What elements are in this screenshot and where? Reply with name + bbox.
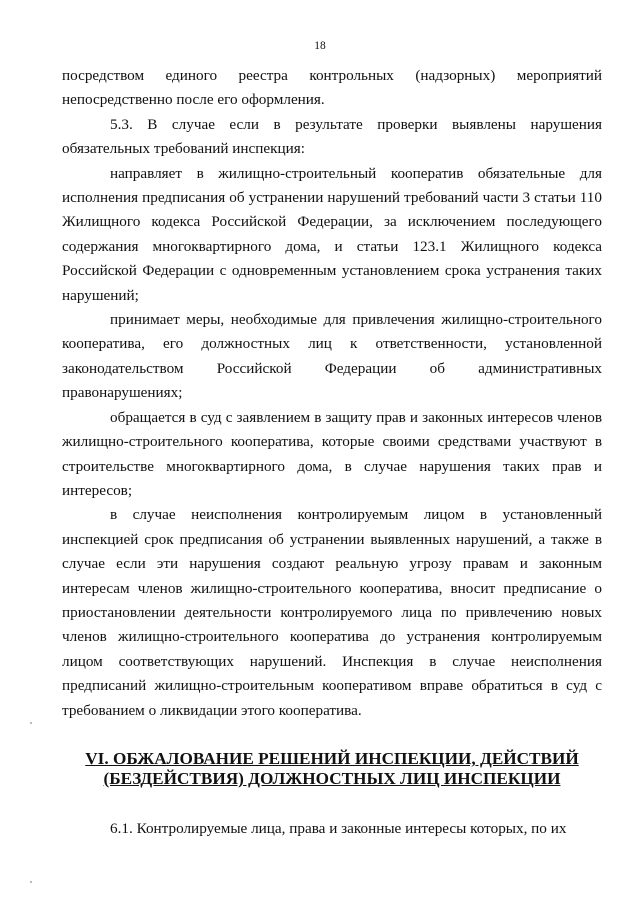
paragraph-continuation: посредством единого реестра контрольных (надзорных) мероприятий непосредственно после его оформления. [62, 67, 602, 109]
paragraph-takes-measures: принимает меры, необходимые для привлечения жилищно-строительного кооператива, его должностных лиц к ответственности, установленной законодательством Российской Федерации об административных правонарушениях; [62, 311, 602, 402]
section-heading-line-1: VI. ОБЖАЛОВАНИЕ РЕШЕНИЙ ИНСПЕКЦИИ, ДЕЙСТВИЙ [85, 748, 579, 768]
paragraph-6-1: 6.1. Контролируемые лица, права и законные интересы которых, по их [110, 819, 567, 837]
margin-mark [30, 722, 32, 724]
paragraph-directs-prescription: направляет в жилищно-строительный кооператив обязательные для исполнения предписания об устранении нарушений требований части 3 статьи 110 Жилищного кодекса Российской Федерации, за исключением последующего содержания многоквартирного дома, и статьи 123.1 Жилищного кодекса Российской Федерации с одновременным установлением срока устранения таких нарушений; [62, 164, 602, 304]
paragraph-applies-to-court: обращается в суд с заявлением в защиту прав и законных интересов членов жилищно-строительного кооператива, которые своими средствами участвуют в строительстве многоквартирного дома, в случае нарушения таких прав и интересов; [62, 408, 602, 499]
paragraph-5-3: 5.3. В случае если в результате проверки выявлены нарушения обязательных требований инспекция: [62, 115, 602, 158]
page-content [62, 64, 602, 841]
margin-mark [30, 881, 32, 883]
page-number: 18 [314, 40, 326, 52]
section-heading-line-2: (БЕЗДЕЙСТВИЯ) ДОЛЖНОСТНЫХ ЛИЦ ИНСПЕКЦИИ [103, 768, 561, 788]
section-heading [62, 749, 602, 789]
paragraph-suspension: в случае неисполнения контролируемым лицом в установленный инспекцией срок предписания об устранении выявленных нарушений, а также в случае если эти нарушения создают реальную угрозу правам и законным интересам членов жилищно-строительного кооператива, вносит предписание о приостановлении деятельности контролируемого лица по привлечению новых членов жилищно-строительного кооператива до устранения контролируемым лицом соответствующих нарушений. Инспекция в случае неисполнения предписаний жилищно-строительным кооперативом вправе обратиться в суд с требованием о ликвидации этого кооператива. [62, 506, 602, 719]
